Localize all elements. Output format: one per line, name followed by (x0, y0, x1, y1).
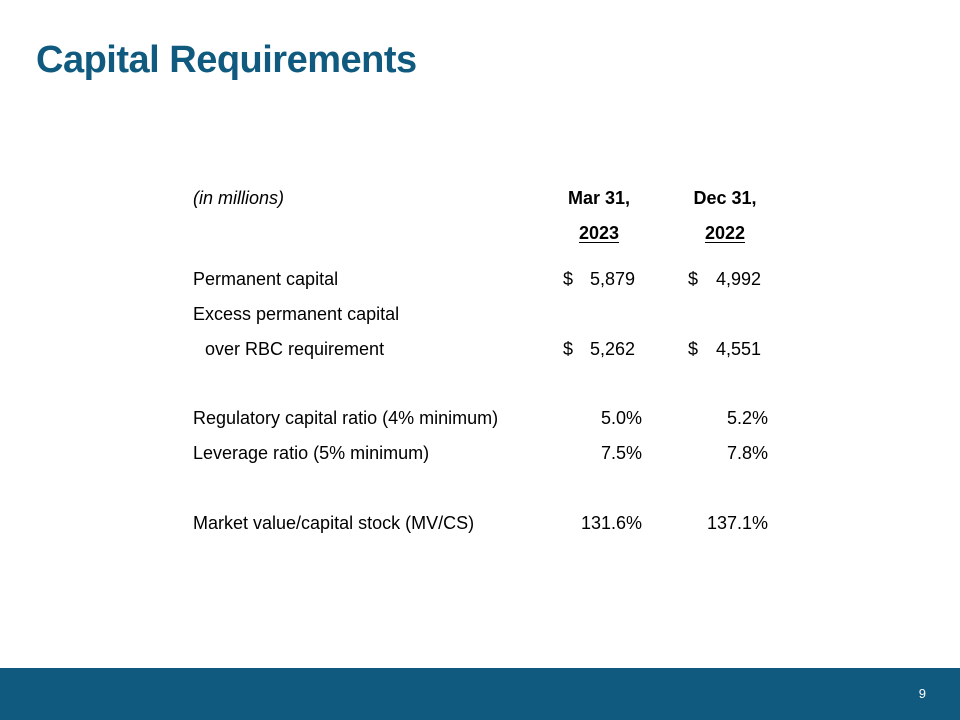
currency-symbol: $ (688, 269, 699, 289)
value-mar-2023: 5,879 (589, 269, 635, 289)
footer-bar (0, 668, 960, 720)
currency-symbol: $ (688, 339, 699, 359)
capital-table (193, 180, 813, 560)
row-label-excess-permanent-capital: Excess permanent capital (193, 304, 400, 324)
value-dec-2022: 5.2% (726, 408, 768, 428)
row-label-permanent-capital: Permanent capital (193, 269, 339, 289)
value-mar-2023: 7.5% (600, 443, 642, 463)
row-label-regulatory-capital-ratio: Regulatory capital ratio (4% minimum) (193, 408, 499, 428)
value-mar-2023: 5,262 (589, 339, 635, 359)
column-header-dec-2022-line1: Dec 31, (693, 188, 757, 208)
column-header-mar-2023-line1: Mar 31, (567, 188, 631, 208)
row-label-market-value-capital-stock: Market value/capital stock (MV/CS) (193, 513, 475, 533)
row-label-over-rbc-requirement: over RBC requirement (205, 339, 385, 359)
page-title: Capital Requirements (36, 39, 417, 81)
page-number: 9 (918, 686, 926, 701)
unit-label: (in millions) (193, 188, 285, 208)
row-label-leverage-ratio: Leverage ratio (5% minimum) (193, 443, 430, 463)
value-dec-2022: 7.8% (726, 443, 768, 463)
value-dec-2022: 4,551 (715, 339, 761, 359)
value-dec-2022: 4,992 (715, 269, 761, 289)
value-mar-2023: 131.6% (580, 513, 642, 533)
value-dec-2022: 137.1% (706, 513, 768, 533)
currency-symbol: $ (563, 269, 574, 289)
column-header-mar-2023-line2: 2023 (578, 223, 620, 243)
value-mar-2023: 5.0% (600, 408, 642, 428)
column-header-dec-2022-line2: 2022 (704, 223, 746, 243)
currency-symbol: $ (563, 339, 574, 359)
